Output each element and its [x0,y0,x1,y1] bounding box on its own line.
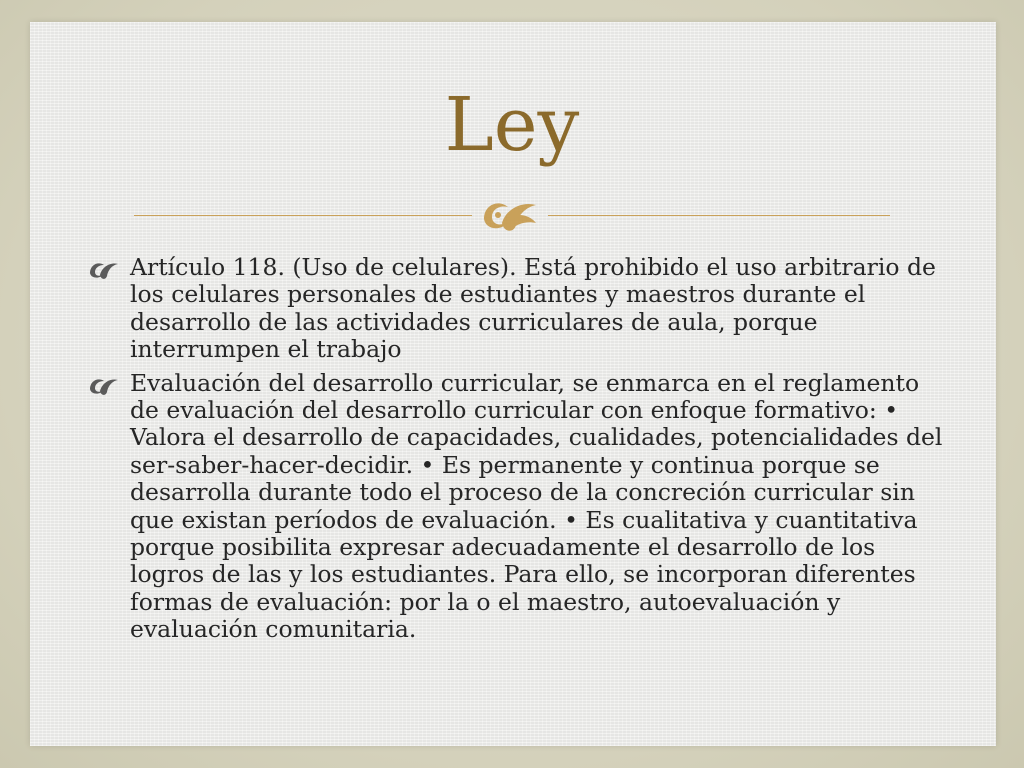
bullet-item [88,254,948,364]
bullet-item [88,370,948,644]
title-divider-left [134,215,472,216]
fleuron-icon [472,190,548,240]
double-leaf-bullet-icon [88,258,122,278]
bullet-text: Artículo 118. (Uso de celulares). Está prohibido el uso arbitrario de los celulares personales de estudiantes y maestros durante el desarrollo de las actividades curriculares de aula, porque interrumpen el trabajo [130,253,936,364]
title-divider-right [548,215,890,216]
slide-title: Ley [444,82,580,168]
double-leaf-bullet-icon [88,374,122,394]
bullet-text: Evaluación del desarrollo curricular, se enmarca en el reglamento de evaluación del desarrollo curricular con enfoque formativo: • Valora el desarrollo de capacidades, cualidades, potencialidades del ser-saber-hacer-decidir. • Es permanente y continua porque se desarrolla durante todo el proceso de la concreción curricular sin que existan períodos de evaluación. • Es cualitativa y cuantitativa porque posibilita expresar adecuadamente el desarrollo de los logros de las y los estudiantes. Para ello, se incorporan diferentes formas de evaluación: por la o el maestro, autoevaluación y evaluación comunitaria. [130,368,943,644]
bullet-list [88,254,948,650]
